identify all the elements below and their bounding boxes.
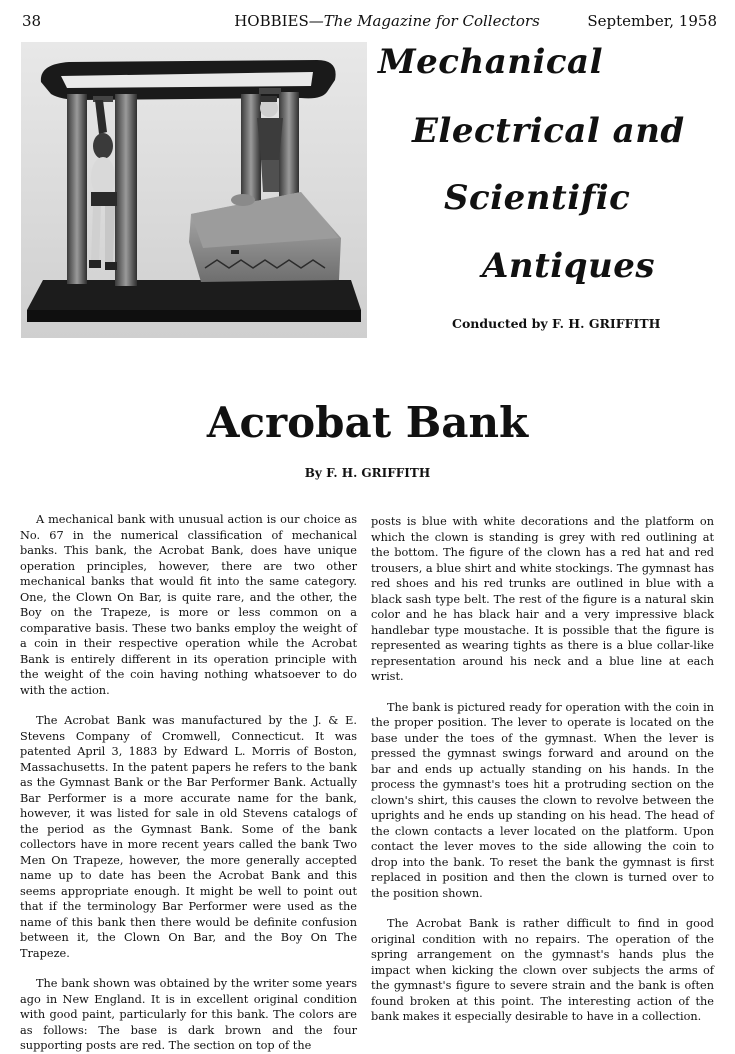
paragraph: The Acrobat Bank is rather difficult to find in good original condition with no repairs. The operation of the spring arrangement on the gymnast's hands plus the impact when kicking the clown over subjects the arms of the gymnast's figure to severe strain and the bank is often found broken at this point. The interesting action of the bank makes it especially desirable to have in a collection. <box>371 917 714 1023</box>
department-title-line3: Scientific <box>444 178 631 218</box>
magazine-subtitle: —The Magazine for Collectors <box>308 12 540 30</box>
department-title-line2: Electrical and <box>412 111 685 151</box>
right-column <box>371 514 714 1025</box>
issue-date: September, 1958 <box>587 12 717 30</box>
paragraph: The bank is pictured ready for operation with the coin in the proper position. The lever to operate is located on the base under the toes of the gymnast. When the lever is pressed the gymnast swings forward and around on the bar and ends up actually standing on his hands. In the process the gymnast's toes hit a protruding section on the clown's shirt, this causes the clown to revolve between the uprights and he ends up standing on his head. The head of the clown contacts a lever located on the platform. Upon contact the lever moves to the side allowing the coin to drop into the bank. To reset the bank the gymnast is first replaced in position and then the clown is turned over to the position shown. <box>371 700 714 900</box>
paragraph: The Acrobat Bank was manufactured by the J. & E. Stevens Company of Cromwell, Connecticut. It was patented April 3, 1883 by Edward L. Morris of Boston, Massachusetts. In the patent papers he refers to the bank as the Gymnast Bank or the Bar Performer Bank. Actually Bar Performer is a more accurate name for the bank, however, it was listed for sale in old Stevens catalogs of the period as the Gymnast Bank. Some of the bank collectors have in more recent years called the bank Two Men On Trapeze, however, the more generally accepted name up to date has been the Acrobat Bank and this seems appropriate enough. It might be well to point out that if the terminology Bar Performer were used as the name of this bank then there would be definite confusion between it, the Clown On Bar, and the Boy On The Trapeze. <box>20 714 357 960</box>
article-byline: By F. H. GRIFFITH <box>304 466 431 480</box>
page-number: 38 <box>22 12 42 30</box>
paragraph: The bank shown was obtained by the writer some years ago in New England. It is in excellent original condition with good paint, particularly for this bank. The colors are as follows: The base is dark brown and the four supporting posts are red. The section on top of the <box>20 977 357 1052</box>
paragraph: posts is blue with white decorations and the platform on which the clown is standing is grey with red outlining at the bottom. The figure of the clown has a red hat and red trousers, a blue shirt and white stockings. The gymnast has red shoes and his red trunks are outlined in blue with a black sash type belt. The rest of the figure is a natural skin color and he has black hair and a very impressive black handlebar type moustache. It is possible that the figure is represented as wearing tights as there is a blue collar-like representation around his neck and a blue line at each wrist. <box>371 515 714 683</box>
department-title-line1: Mechanical <box>378 42 604 82</box>
acrobat-bank-photo <box>21 42 367 338</box>
magazine-title <box>222 12 552 30</box>
magazine-name: HOBBIES <box>234 12 309 30</box>
running-header <box>22 12 717 32</box>
department-editor: Conducted by F. H. GRIFFITH <box>452 316 661 331</box>
article-title: Acrobat Bank <box>206 398 529 447</box>
department-title-line4: Antiques <box>482 246 655 286</box>
left-column <box>20 512 357 1054</box>
bank-illustration <box>21 42 367 338</box>
paragraph: A mechanical bank with unusual action is our choice as No. 67 in the numerical classification of mechanical banks. This bank, the Acrobat Bank, does have unique operation principles, however, there are two other mechanical banks that would fit into the same category. One, the Clown On Bar, is quite rare, and the other, the Boy on the Trapeze, is more or less common on a comparative basis. These two banks employ the weight of a coin in their respective operation while the Acrobat Bank is entirely different in its operation principle with the weight of the coin having nothing whatsoever to do with the action. <box>20 513 357 697</box>
